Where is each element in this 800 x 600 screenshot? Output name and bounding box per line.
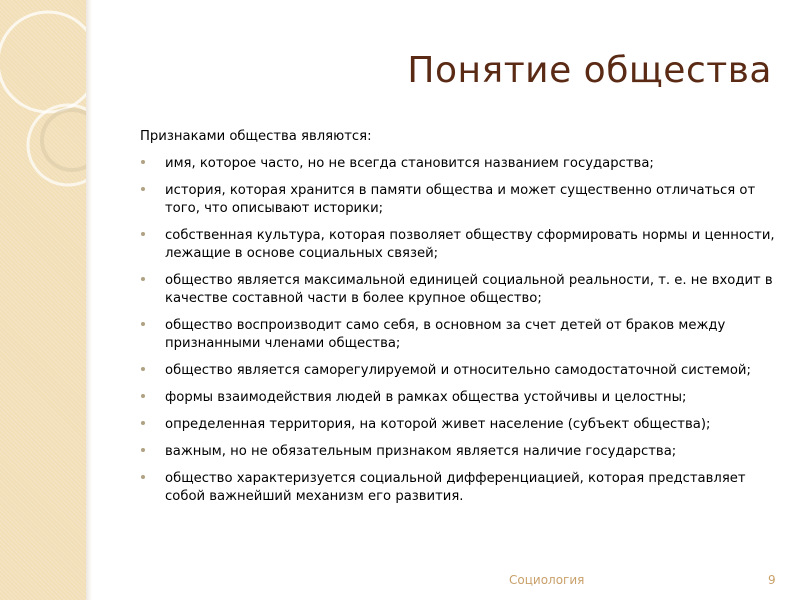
bullet-text: имя, которое часто, но не всегда становится названием государства; xyxy=(165,156,654,171)
bullet-icon xyxy=(141,448,145,452)
bullet-text: собственная культура, которая позволяет обществу сформировать нормы и ценности, лежащие в основе социальных связей; xyxy=(165,228,775,261)
bullet-icon xyxy=(141,394,145,398)
bullet-item xyxy=(140,182,780,218)
bullet-text: формы взаимодействия людей в рамках общества устойчивы и целостны; xyxy=(165,390,687,405)
decorative-side-panel xyxy=(0,0,86,600)
bullet-list xyxy=(140,155,780,506)
bullet-text: общество является максимальной единицей социальной реальности, т. е. не входит в качестве составной части в более крупное общество; xyxy=(165,273,773,306)
bullet-item xyxy=(140,362,780,380)
bullet-item xyxy=(140,155,780,173)
bullet-icon xyxy=(141,367,145,371)
bullet-item xyxy=(140,317,780,353)
bullet-item xyxy=(140,470,780,506)
bullet-item xyxy=(140,416,780,434)
bullet-item xyxy=(140,389,780,407)
bullet-text: важным, но не обязательным признаком является наличие государства; xyxy=(165,444,677,459)
bullet-item xyxy=(140,443,780,461)
bullet-icon xyxy=(141,322,145,326)
bullet-icon xyxy=(141,187,145,191)
bullet-icon xyxy=(141,277,145,281)
bullet-text: общество является саморегулируемой и относительно самодостаточной системой; xyxy=(165,363,751,378)
bullet-icon xyxy=(141,160,145,164)
panel-edge-shadow xyxy=(86,0,92,600)
slide-title: Понятие общества xyxy=(407,50,772,91)
decorative-circle-ring xyxy=(42,110,86,170)
bullet-item xyxy=(140,272,780,308)
bullet-text: общество характеризуется социальной дифференциацией, которая представляет собой важнейший механизм его развития. xyxy=(165,471,746,504)
bullet-text: определенная территория, на которой живет население (субъект общества); xyxy=(165,417,711,432)
bullet-text: история, которая хранится в памяти общества и может существенно отличаться от того, что описывают историки; xyxy=(165,183,756,216)
intro-text: Признаками общества являются: xyxy=(140,129,372,144)
decorative-circle-medium xyxy=(28,105,86,185)
page-number: 9 xyxy=(768,573,776,587)
footer-subject: Социология xyxy=(509,573,585,587)
bullet-icon xyxy=(141,232,145,236)
decorative-circles xyxy=(0,0,86,600)
bullet-icon xyxy=(141,421,145,425)
bullet-item xyxy=(140,227,780,263)
bullet-text: общество воспроизводит само себя, в основном за счет детей от браков между признанными членами общества; xyxy=(165,318,726,351)
bullet-icon xyxy=(141,475,145,479)
slide-content xyxy=(140,128,780,515)
decorative-circle-large xyxy=(0,12,86,112)
